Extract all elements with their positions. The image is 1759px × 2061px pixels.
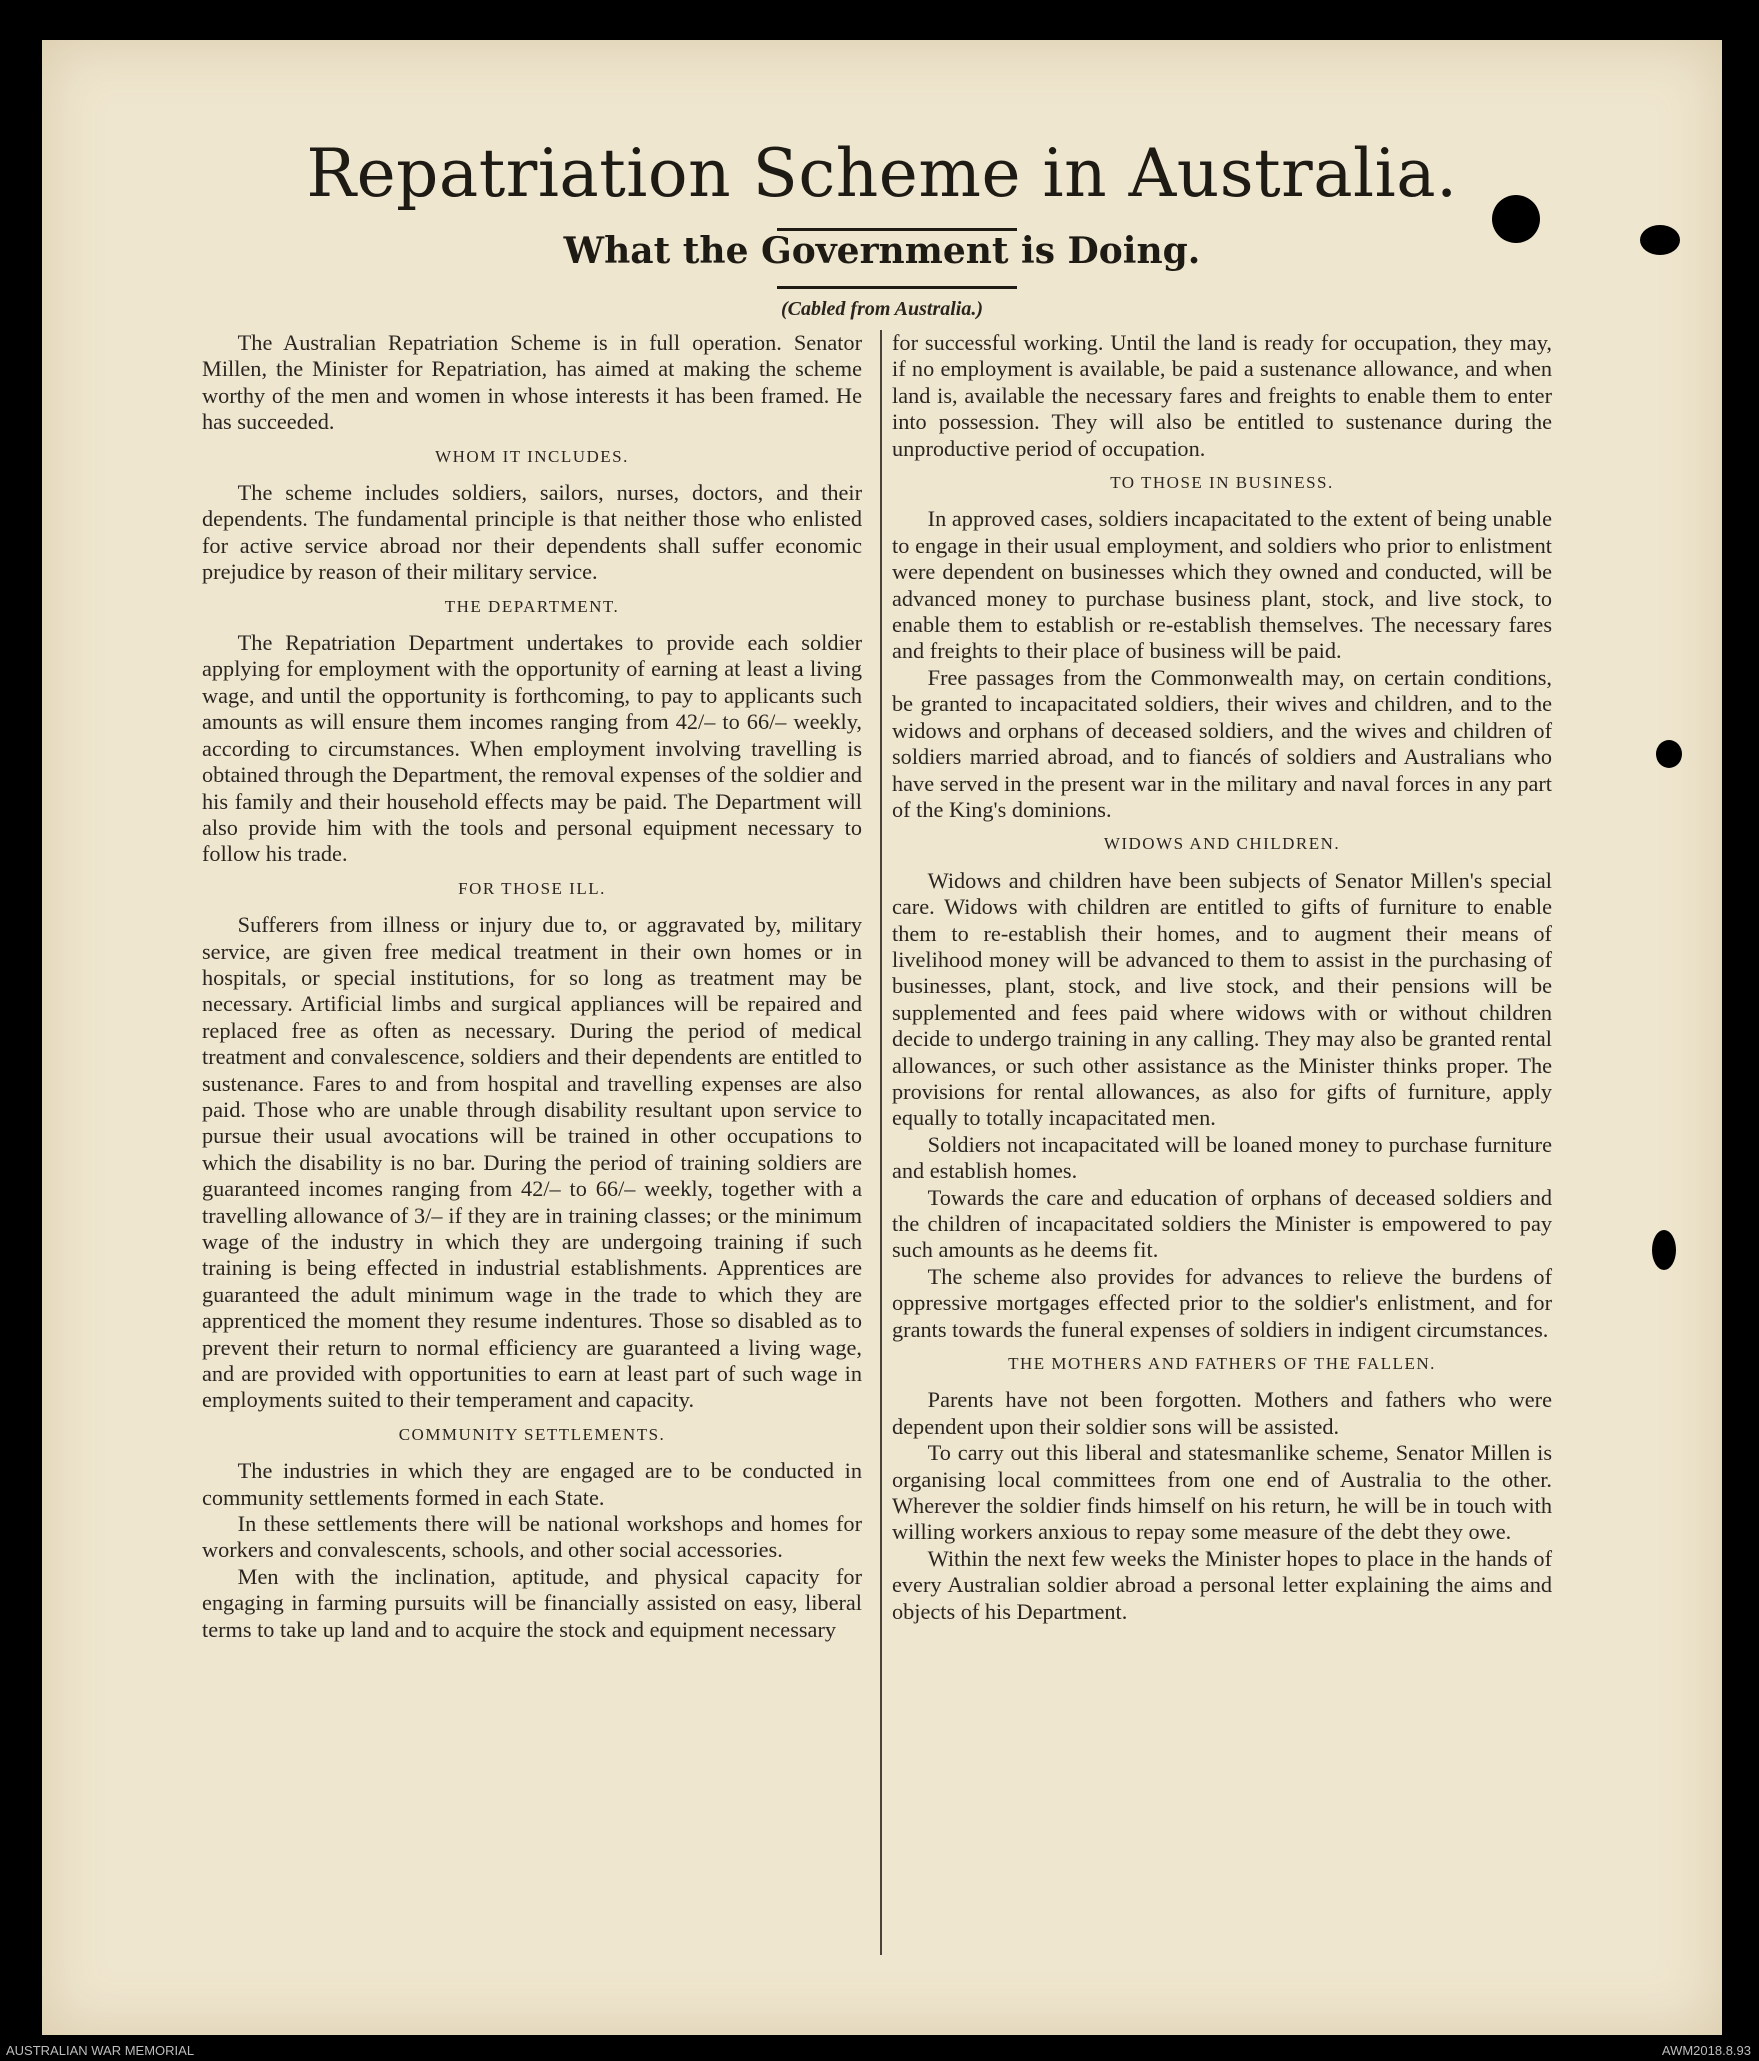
paragraph: Towards the care and education of orphans of deceased soldiers and the children of incapacitated soldiers the Minister is empowered to pay such amounts as he deems fit. [892, 1184, 1552, 1263]
paragraph: Soldiers not incapacitated will be loaned money to purchase furniture and establish homes. [892, 1131, 1552, 1184]
paragraph: The Australian Repatriation Scheme is in full operation. Senator Millen, the Minister for Repatriation, has aimed at making the scheme worthy of the men and women in whose interests it has been framed. He has succeeded. [202, 330, 862, 435]
right-column [892, 330, 1552, 1625]
paragraph: Sufferers from illness or injury due to, or aggravated by, military service, are given free medical treatment in their own homes or in hospitals, or special institutions, for so long as treatment may be necessary. Artificial limbs and surgical appliances will be repaired and replaced free as often as necessary. During the period of medical treatment and convalescence, soldiers and their dependents are entitled to sustenance. Fares to and from hospital and travelling expenses are also paid. Those who are unable through disability resultant upon service to pursue their usual avocations will be trained in other occupations to which the disability is no bar. During the period of training soldiers are guaranteed incomes ranging from 42/– to 66/– weekly, together with a travelling allowance of 3/– if they are in training classes; or the minimum wage of the industry in which they are undergoing training if such training is being effected in industrial establishments. Apprentices are guaranteed the adult minimum wage in the trade to which they are apprenticed the moment they resume indentures. Those so disabled as to prevent their return to normal efficiency are guaranteed a living wage, and are provided with opportunities to earn at least part of such wage in employments suited to their temperament and capacity. [202, 912, 862, 1413]
source-note: (Cabled from Australia.) [780, 298, 984, 320]
paragraph: Free passages from the Commonwealth may, on certain conditions, be granted to incapacitated soldiers, their wives and children, and to the widows and orphans of deceased soldiers, and the wives and children of soldiers married abroad, and to fiancés of soldiers and Australians who have served in the present war in the military and naval forces in any part of the King's dominions. [892, 664, 1552, 822]
paragraph: The scheme includes soldiers, sailors, nurses, doctors, and their dependents. The fundamental principle is that neither those who enlisted for active service abroad nor their dependents shall suffer economic prejudice by reason of their military service. [202, 480, 862, 585]
paragraph: Widows and children have been subjects of Senator Millen's special care. Widows with children are entitled to gifts of furniture to enable them to re-establish their homes, and to augment their means of livelihood money will be advanced to them to assist in the purchasing of businesses, plant, stock, and live stock, and their pensions will be supplemented and fees paid where widows with or without children decide to undergo training in any calling. They may also be granted rental allowances, or such other assistance as the Minister thinks proper. The provisions for rental allowances, as also for gifts of furniture, apply equally to totally incapacitated men. [892, 867, 1552, 1131]
paragraph: Within the next few weeks the Minister hopes to place in the hands of every Australian soldier abroad a personal letter explaining the aims and objects of his Department. [892, 1545, 1552, 1624]
section-heading: COMMUNITY SETTLEMENTS. [398, 1424, 666, 1444]
paragraph: The Repatriation Department undertakes to provide each soldier applying for employment with the opportunity of earning at least a living wage, and until the opportunity is forthcoming, to pay to applicants such amounts as will ensure them incomes ranging from 42/– to 66/– weekly, according to circumstances. When employment involving travelling is obtained through the Department, the removal expenses of the soldier and his family and their household effects may be paid. The Department will also provide him with the tools and personal equipment necessary to follow his trade. [202, 630, 862, 867]
punch-hole [1652, 1230, 1676, 1270]
section-heading: TO THOSE IN BUSINESS. [1110, 473, 1334, 493]
page-title: Repatriation Scheme in Australia. [306, 135, 1458, 212]
footer-credit: AUSTRALIAN WAR MEMORIAL [6, 2043, 195, 2058]
punch-hole [1656, 740, 1682, 768]
paragraph: In these settlements there will be national workshops and homes for workers and convalescents, schools, and other social accessories. [202, 1511, 862, 1563]
left-column [202, 330, 862, 1643]
footer-bar [0, 2041, 1759, 2061]
paragraph: The scheme also provides for advances to relieve the burdens of oppressive mortgages effected prior to the soldier's enlistment, and for grants towards the funeral expenses of soldiers in indigent circumstances. [892, 1263, 1552, 1342]
section-heading: FOR THOSE ILL. [458, 878, 606, 898]
footer-reference: AWM2018.8.93 [1661, 2043, 1751, 2058]
document-page [42, 40, 1722, 2035]
section-heading: WHOM IT INCLUDES. [435, 446, 629, 466]
paragraph: Parents have not been forgotten. Mothers and fathers who were dependent upon their soldier sons will be assisted. [892, 1387, 1552, 1439]
paragraph: In approved cases, soldiers incapacitated to the extent of being unable to engage in their usual employment, and soldiers who prior to enlistment were dependent on businesses which they owned and conducted, will be advanced money to purchase business plant, stock, and live stock, to enable them to establish or re-establish themselves. The necessary fares and freights to their place of business will be paid. [892, 506, 1552, 664]
subtitle-rule [777, 286, 1017, 289]
page-subtitle: What the Government is Doing. [563, 230, 1201, 272]
section-heading: WIDOWS AND CHILDREN. [1103, 834, 1341, 854]
section-heading: THE DEPARTMENT. [444, 596, 620, 616]
section-heading: THE MOTHERS AND FATHERS OF THE FALLEN. [1008, 1354, 1436, 1374]
paragraph: The industries in which they are engaged are to be conducted in community settlements formed in each State. [202, 1458, 862, 1510]
column-divider [880, 330, 882, 1955]
paragraph: To carry out this liberal and statesmanlike scheme, Senator Millen is organising local committees from one end of Australia to the other. Wherever the soldier finds himself on his return, he will be in touch with willing workers anxious to repay some measure of the debt they owe. [892, 1440, 1552, 1545]
paragraph: for successful working. Until the land is ready for occupation, they may, if no employment is available, be paid a sustenance allowance, and when land is, available the necessary fares and freights to enable them to enter into possession. They will also be entitled to sustenance during the unproductive period of occupation. [892, 330, 1552, 461]
paragraph: Men with the inclination, aptitude, and physical capacity for engaging in farming pursuits will be financially assisted on easy, liberal terms to take up land and to acquire the stock and equipment necessary [202, 1563, 862, 1642]
